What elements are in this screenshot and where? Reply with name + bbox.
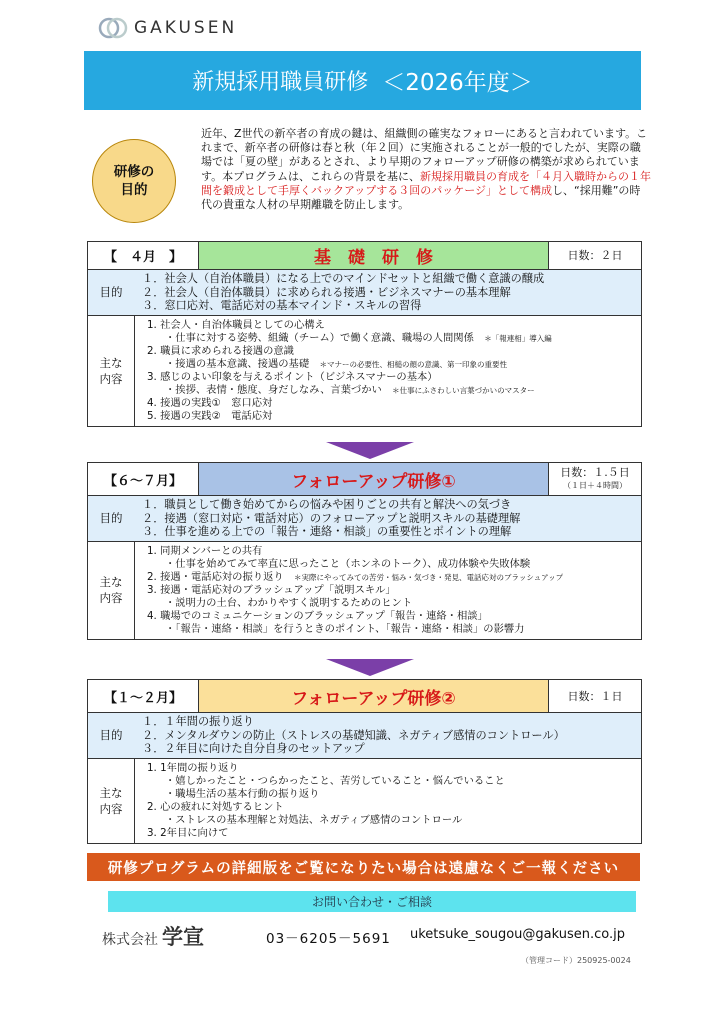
page-title: 新規採用職員研修 — [192, 70, 369, 95]
content-item: 4. 接遇の実践① 窓口応対 — [147, 397, 273, 410]
content-item: ・職場生活の基本行動の振り返り — [165, 787, 320, 800]
section-title: フォローアップ研修② — [199, 680, 549, 712]
section-header — [88, 242, 641, 270]
contents-list — [135, 759, 641, 844]
content-item: 2. 心の疲れに対処するヒント — [147, 800, 284, 813]
section-term: 【１～２月】 — [88, 680, 199, 712]
objectives-list — [134, 496, 641, 541]
logo-text: GAKUSEN — [134, 18, 238, 38]
contents-list — [135, 316, 641, 427]
contents-label-line2: 内容 — [99, 591, 123, 606]
objective-item: １．社会人（自治体職員）になる上でのマインドセットと組織で働く意識の醸成 — [142, 272, 545, 285]
contents-label — [88, 542, 135, 640]
objectives-list — [134, 270, 641, 315]
contents-row — [88, 316, 641, 427]
objective-item: ２．接遇（窓口対応・電話対応）のフォローアップと説明スキルの基礎理解 — [142, 511, 521, 525]
purpose-text-highlight: 新規採用職員の育成を「４月入職時からの１年間を鍛成として手厚くバックアップする３回のパッケージ」として構成 — [201, 169, 652, 197]
objective-item: ３．２年目に向けた自分自身のセットアップ — [142, 742, 365, 755]
content-item: ・仕事に対する姿勢、組織（チーム）で働く意識、職場の人間関係 ＊「報連相」導入編 — [165, 331, 552, 344]
contents-row — [88, 542, 641, 640]
gakusen-logo-icon — [98, 14, 128, 42]
objectives-label: 目的 — [99, 285, 123, 300]
purpose-badge-line2: 目的 — [120, 182, 148, 198]
days-sub-label: （１日＋４時間） — [563, 481, 627, 490]
objective-item: ３．仕事を進める上での「報告・連絡・相談」の重要性とポイントの理解 — [142, 525, 512, 538]
phone-number[interactable]: 03－6205－5691 — [266, 931, 391, 947]
contents-label-line1: 主な — [99, 785, 123, 800]
objectives-list — [134, 713, 641, 758]
section-days — [549, 463, 641, 495]
content-item: 1. 同期メンバーとの共有 — [147, 544, 263, 557]
section-followup-1 — [87, 462, 642, 640]
contents-label-line1: 主な — [99, 575, 123, 590]
section-header — [88, 463, 641, 496]
section-header — [88, 680, 641, 713]
content-item: 1. 1年間の振り返り — [147, 761, 239, 774]
company-main-name: 学宣 — [162, 925, 204, 949]
email-address[interactable]: uketsuke_sougou@gakusen.co.jp — [410, 927, 625, 942]
section-term: 【 ４月 】 — [88, 242, 199, 269]
company-prefix: 株式会社 — [102, 932, 158, 948]
section-title: フォローアップ研修① — [199, 463, 549, 495]
objective-item: １．職員として働き始めてからの悩みや困りごとの共有と解決への気づき — [142, 498, 512, 511]
objectives-label: 目的 — [99, 728, 123, 743]
contents-label — [88, 759, 135, 844]
detail-request-banner: 研修プログラムの詳細版をご覧になりたい場合は遠慮なくご一報ください — [87, 853, 640, 881]
content-item: ・嬉しかったこと・つらかったこと、苦労していること・悩んでいること — [165, 774, 505, 787]
objectives-row — [88, 270, 641, 316]
objective-item: ３．窓口応対、電話応対の基本マインド・スキルの習得 — [142, 299, 422, 312]
days-label: 日数：１日 — [567, 689, 623, 703]
content-item: ・仕事を始めてみて率直に思ったこと（ホンネのトーク）、成功体験や失敗体験 — [165, 557, 531, 570]
content-item: 1. 社会人・自治体職員としての心構え — [147, 318, 325, 331]
content-item: 3. 接遇・電話応対のブラッシュアップ「説明スキル」 — [147, 583, 396, 596]
content-item: ・「報告・連絡・相談」を行うときのポイント、「報告・連絡・相談」の影響力 — [165, 623, 525, 636]
objectives-label: 目的 — [99, 511, 123, 526]
purpose-text — [201, 127, 651, 212]
section-days — [549, 680, 641, 712]
content-item: ・ストレスの基本理解と対処法、ネガティブ感情のコントロール — [165, 813, 463, 826]
days-label: 日数：１.５日 — [560, 466, 630, 479]
section-title: 基 礎 研 修 — [199, 242, 549, 269]
contents-label — [88, 316, 135, 427]
content-item: 2. 接遇・電話応対の振り返り ＊実際にやってみての苦労・悩み・気づき・発見、電話応対のブラッシュアップ — [147, 570, 564, 583]
purpose-badge — [92, 139, 176, 223]
contents-label-line1: 主な — [99, 355, 123, 370]
purpose-badge-line1: 研修の — [113, 163, 155, 180]
objectives-row — [88, 496, 641, 542]
content-item: 2. 職員に求められる接遇の意識 — [147, 344, 294, 357]
content-item: ・説明力の土台、わかりやすく説明するためのヒント — [165, 596, 413, 609]
objective-item: ２．社会人（自治体職員）に求められる接遇・ビジネスマナーの基本理解 — [142, 285, 511, 299]
section-followup-2 — [87, 679, 642, 844]
flow-arrow-icon — [326, 442, 414, 459]
title-banner — [84, 51, 641, 110]
program-year: ＜2026年度＞ — [382, 70, 533, 96]
contents-label-line2: 内容 — [99, 371, 123, 386]
contents-row — [88, 759, 641, 844]
content-item: 4. 職場でのコミュニケーションのブラッシュアップ「報告・連絡・相談」 — [147, 609, 488, 622]
section-days — [549, 242, 641, 269]
objective-item: ２．メンタルダウンの防止（ストレスの基礎知識、ネガティブ感情のコントロール） — [142, 728, 565, 742]
management-code: （管理コード）250925-0024 — [521, 956, 631, 965]
company-logo — [98, 14, 237, 42]
content-item: 3. 2年目に向けて — [147, 826, 229, 839]
section-term: 【６～７月】 — [88, 463, 199, 495]
objective-item: １．１年間の振り返り — [142, 715, 254, 728]
company-name — [102, 921, 204, 951]
content-item: ・挨拶、表情・態度、身だしなみ、言葉づかい ＊仕事にふさわしい言葉づかいのマスター — [165, 383, 535, 396]
days-label: 日数：２日 — [567, 249, 623, 262]
section-basic-training — [87, 241, 642, 427]
objectives-row — [88, 713, 641, 759]
contents-label-line2: 内容 — [99, 801, 123, 816]
purpose-text-b: し、“採用難”の時代の貴重な人材の早期離職を防止します。 — [201, 183, 641, 212]
purpose-text-a: 近年、Z世代の新卒者の育成の鍵は、組織側の確実なフォローにあると言われています。これまで、新卒者の研修は春と秋（年２回）に実施されることが一般的でしたが、実際の職場では「夏の壁」があるとされ、より早期のフォローアップ研修の構築が求められています。本プログラムは、これらの背景を基に、 — [201, 127, 648, 183]
content-item: ・接遇の基本意識、接遇の基礎 ＊マナーの必要性、相槌の顔の意識、第一印象の重要性 — [165, 357, 507, 370]
contents-list — [135, 542, 641, 640]
inquiry-banner: お問い合わせ・ご相談 — [108, 891, 636, 912]
flow-arrow-icon — [326, 659, 414, 676]
content-item: 5. 接遇の実践② 電話応対 — [147, 410, 273, 423]
content-item: 3. 感じのよい印象を与えるポイント（ビジネスマナーの基本） — [147, 370, 438, 383]
